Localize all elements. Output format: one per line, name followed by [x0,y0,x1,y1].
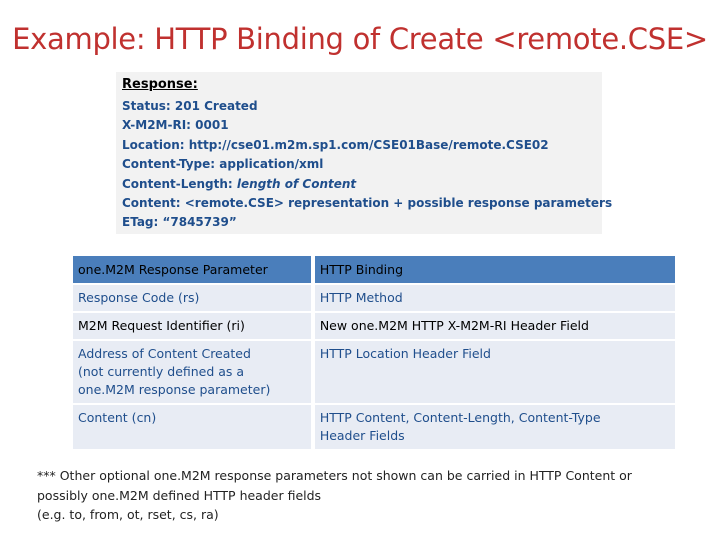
row-parameter [73,341,311,403]
footnote-line-2: possibly one.M2M defined HTTP header fields [37,487,322,503]
row-binding: HTTP Method [315,285,675,311]
content-length-value: length of Content [236,176,357,191]
row-parameter: M2M Request Identifier (ri) [73,313,311,339]
table-header-row [73,256,675,283]
footnote-line-1: *** Other optional one.M2M response parameters not shown can be carried in HTTP Content or [37,468,632,483]
row-binding [315,405,675,449]
footnote-line-3: (e.g. to, from, ot, rset, cs, ra) [37,507,219,522]
header-parameter: one.M2M Response Parameter [73,256,311,283]
row-parameter: Response Code (rs) [73,285,311,311]
header-binding: HTTP Binding [315,256,675,283]
table-row [73,285,675,311]
response-ri: X-M2M-RI: 0001 [122,118,229,133]
row-binding-line-2: Header Fields [319,428,405,443]
content-length-label: Content-Length: [122,176,237,191]
response-heading: Response: [122,77,198,92]
row-binding: New one.M2M HTTP X-M2M-RI Header Field [315,313,675,339]
row-parameter-note-1: (not currently defined as a [78,364,245,379]
table-row [73,313,675,339]
row-parameter-main: Address of Content Created [78,346,251,361]
table-row [73,341,675,403]
binding-table [73,254,675,451]
response-content-length [122,175,596,194]
row-binding: HTTP Location Header Field [315,341,675,403]
response-location: Location: http://cse01.m2m.sp1.com/CSE01Base/remote.CSE02 [122,137,549,152]
row-binding-line-1: HTTP Content, Content-Length, Content-Type [319,410,601,425]
table-row [73,405,675,449]
footnote [37,466,697,525]
row-parameter: Content (cn) [73,405,311,449]
response-content: Content: <remote.CSE> representation + possible response parameters [122,196,613,211]
response-status: Status: 201 Created [122,99,258,113]
response-box [116,72,613,234]
row-parameter-note-2: one.M2M response parameter) [78,382,271,397]
response-etag: ETag: “7845739” [122,215,237,230]
page-title: Example: HTTP Binding of Create <remote.CSE> [12,22,708,56]
response-content-type: Content-Type: application/xml [122,157,324,172]
